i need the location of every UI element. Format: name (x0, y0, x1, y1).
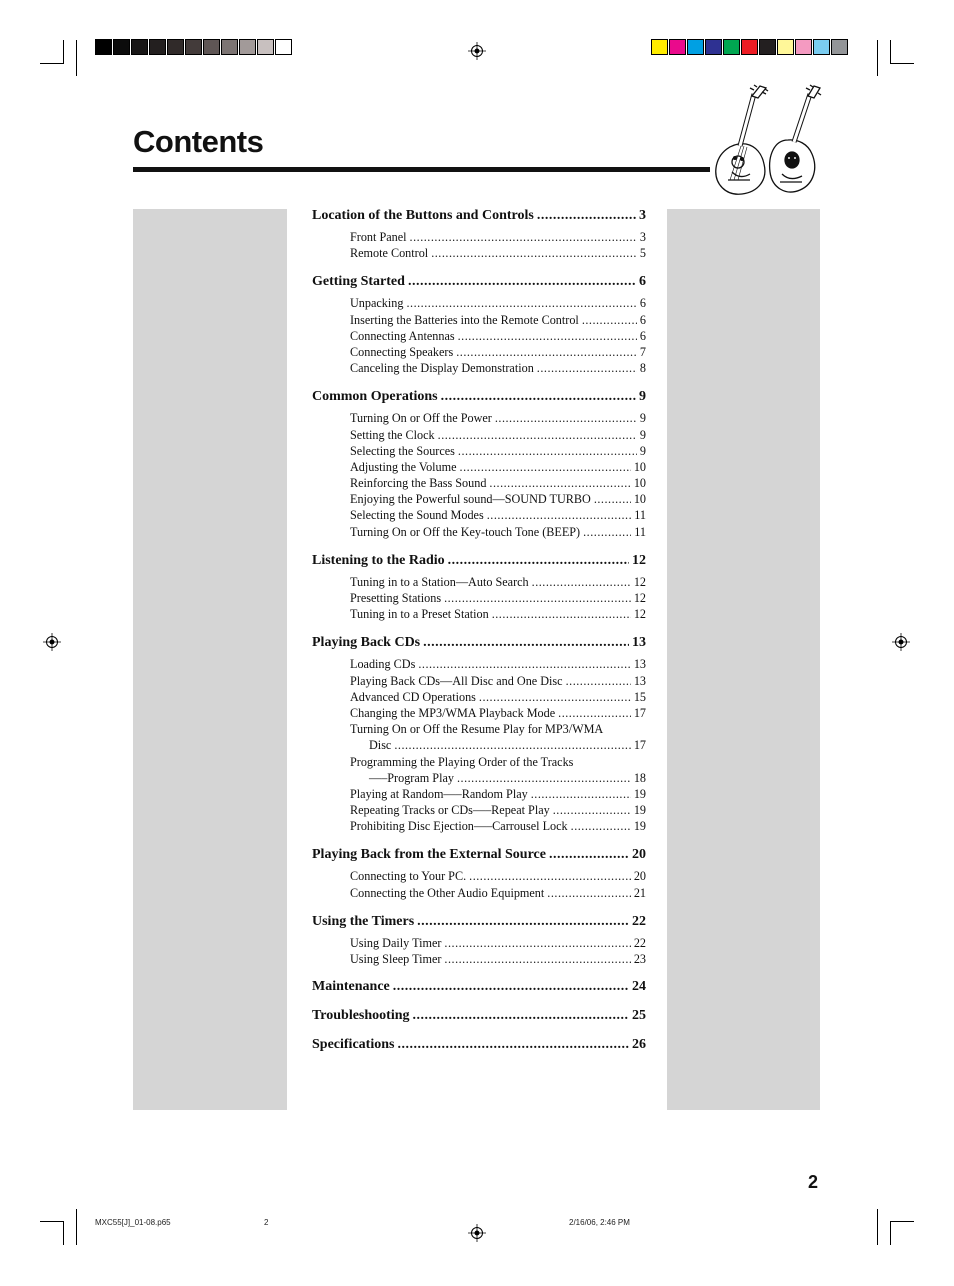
toc-section-title: Listening to the Radio (312, 552, 445, 568)
dot-leader (553, 802, 631, 818)
toc-item-label: Playing Back CDs—All Disc and One Disc (350, 673, 563, 688)
footer-page: 2 (264, 1218, 269, 1227)
toc-item-page: 7 (639, 344, 646, 359)
color-swatch (113, 39, 130, 55)
toc-item-label: Reinforcing the Bass Sound (350, 476, 487, 491)
process-color-bar (651, 39, 849, 55)
toc-subitems (312, 293, 646, 376)
dot-leader (394, 737, 630, 753)
toc-section-page: 3 (639, 208, 646, 223)
toc-item-label: Playing at Random—–Random Play (350, 786, 528, 801)
dot-leader (438, 427, 637, 443)
toc-subitems (312, 408, 646, 540)
toc-section-row[interactable] (312, 550, 646, 572)
toc-item[interactable] (312, 328, 646, 344)
dot-leader (583, 524, 631, 540)
color-swatch (95, 39, 112, 55)
toc-item[interactable] (312, 737, 646, 753)
toc-item-label: Remote Control (350, 246, 429, 261)
crop-mark (40, 1221, 64, 1222)
toc-item-page: 5 (639, 246, 646, 261)
toc-section-row[interactable] (312, 1006, 646, 1025)
toc-item-page: 15 (633, 689, 646, 704)
toc-item-page: 8 (639, 361, 646, 376)
toc-item-label: Setting the Clock (350, 427, 435, 442)
gray-color-bar (95, 39, 293, 55)
toc-item[interactable] (312, 507, 646, 523)
toc-section (312, 632, 646, 834)
toc-item[interactable] (312, 410, 646, 426)
table-of-contents (312, 205, 646, 1064)
dot-leader (582, 312, 637, 328)
toc-item-page: 22 (633, 935, 646, 950)
crop-mark (890, 40, 891, 64)
toc-section-title: Troubleshooting (312, 1008, 410, 1024)
guitars-illustration-icon (710, 84, 822, 198)
toc-item-page: 9 (639, 411, 646, 426)
color-swatch (275, 39, 292, 55)
toc-item-page: 17 (633, 738, 646, 753)
dot-leader (549, 844, 629, 866)
toc-section-row[interactable] (312, 844, 646, 866)
toc-item-page: 12 (633, 607, 646, 622)
color-swatch (131, 39, 148, 55)
toc-subitems (312, 227, 646, 261)
dot-leader (413, 1006, 629, 1025)
toc-section-title: Getting Started (312, 274, 405, 290)
crop-mark (76, 1209, 77, 1245)
toc-item-page: 20 (633, 869, 646, 884)
toc-item-page: 17 (633, 705, 646, 720)
toc-subitems (312, 654, 646, 834)
dot-leader (566, 673, 631, 689)
dot-leader (406, 295, 636, 311)
dot-leader (410, 229, 637, 245)
toc-section-page: 20 (632, 847, 646, 863)
toc-section (312, 205, 646, 261)
toc-item-page: 11 (634, 508, 646, 523)
toc-item-label: Connecting Speakers (350, 344, 454, 359)
toc-section-row[interactable] (312, 911, 646, 933)
color-swatch (185, 39, 202, 55)
toc-section-page: 13 (632, 635, 646, 651)
dot-leader (408, 271, 636, 293)
toc-item[interactable] (312, 475, 646, 491)
toc-item-page: 13 (633, 657, 646, 672)
toc-item-page: 9 (639, 427, 646, 442)
toc-item-label: Using Daily Timer (350, 935, 442, 950)
toc-item-label: Canceling the Display Demonstration (350, 361, 534, 376)
dot-leader (457, 770, 631, 786)
dot-leader (489, 475, 630, 491)
dot-leader (531, 786, 631, 802)
dot-leader (487, 507, 632, 523)
crop-mark (877, 1209, 878, 1245)
color-swatch (203, 39, 220, 55)
toc-item-page: 10 (633, 476, 646, 491)
toc-section-page: 22 (632, 913, 646, 929)
color-swatch (651, 39, 668, 55)
toc-item[interactable] (312, 459, 646, 475)
toc-section (312, 386, 646, 540)
crop-mark (76, 40, 77, 76)
left-gray-panel (133, 209, 287, 1110)
dot-leader (417, 911, 629, 933)
dot-leader (571, 818, 631, 834)
toc-item-label: Turning On or Off the Power (350, 411, 492, 426)
toc-section-row[interactable] (312, 386, 646, 408)
crop-mark (40, 63, 64, 64)
registration-mark-icon (892, 633, 910, 651)
toc-section (312, 550, 646, 623)
toc-section-page: 24 (632, 979, 646, 995)
toc-item[interactable] (312, 689, 646, 705)
toc-item-label: Disc (369, 738, 392, 753)
toc-item-label: Selecting the Sound Modes (350, 508, 484, 523)
toc-item-page: 10 (633, 459, 646, 474)
toc-item-page: 19 (633, 803, 646, 818)
dot-leader (448, 550, 629, 572)
toc-item[interactable] (312, 951, 646, 967)
page-title: Contents (133, 124, 264, 159)
toc-item[interactable] (312, 360, 646, 376)
footer-date: 2/16/06, 2:46 PM (569, 1218, 630, 1227)
toc-section (312, 844, 646, 900)
dot-leader (418, 656, 630, 672)
toc-item[interactable] (312, 312, 646, 328)
dot-leader (444, 590, 631, 606)
toc-section-row[interactable] (312, 1035, 646, 1054)
color-swatch (669, 39, 686, 55)
dot-leader (532, 574, 631, 590)
toc-item-label: Unpacking (350, 296, 404, 311)
toc-item[interactable] (312, 443, 646, 459)
toc-item-page: 3 (639, 230, 646, 244)
crop-mark (890, 63, 914, 64)
dot-leader (458, 328, 637, 344)
toc-item[interactable] (312, 802, 646, 818)
dot-leader (469, 868, 631, 884)
crop-mark (890, 1221, 891, 1245)
toc-item[interactable] (312, 868, 646, 884)
dot-leader (456, 344, 637, 360)
toc-item-label: Changing the MP3/WMA Playback Mode (350, 705, 556, 720)
toc-item-page: 11 (634, 524, 646, 539)
toc-item-page: 10 (633, 492, 646, 507)
page-number: 2 (808, 1172, 819, 1192)
toc-item-page: 9 (639, 443, 646, 458)
toc-item[interactable] (312, 491, 646, 507)
toc-section (312, 271, 646, 376)
crop-mark (63, 1221, 64, 1245)
toc-item-page: 12 (633, 574, 646, 589)
color-swatch (795, 39, 812, 55)
toc-item-label: Presetting Stations (350, 591, 442, 605)
toc-item-label: Advanced CD Operations (350, 689, 476, 704)
toc-item-label: Connecting Antennas (350, 328, 455, 343)
toc-section-page: 26 (632, 1037, 646, 1053)
dot-leader (547, 885, 631, 901)
toc-item[interactable] (312, 229, 646, 245)
toc-item-label: —–Program Play (369, 770, 454, 785)
toc-item-label: Connecting to Your PC. (350, 869, 467, 884)
toc-item[interactable] (312, 524, 646, 540)
toc-item[interactable] (312, 590, 646, 606)
toc-item[interactable] (312, 245, 646, 261)
toc-item-label: Enjoying the Powerful sound—SOUND TURBO (350, 492, 591, 507)
color-swatch (705, 39, 722, 55)
crop-mark (63, 40, 64, 64)
registration-mark-icon (43, 633, 61, 651)
toc-item-label: Repeating Tracks or CDs—–Repeat Play (350, 803, 550, 818)
toc-section-page: 12 (632, 552, 646, 568)
toc-section-page: 25 (632, 1008, 646, 1024)
toc-section-page: 6 (639, 274, 646, 290)
toc-item-label: Front Panel (350, 230, 407, 244)
toc-item-label: Turning On or Off the Key-touch Tone (BEEP) (350, 524, 581, 539)
crop-mark (890, 1221, 914, 1222)
toc-item[interactable] (312, 673, 646, 689)
toc-section-title: Using the Timers (312, 913, 415, 929)
toc-item[interactable] (312, 705, 646, 721)
toc-section-row[interactable] (312, 632, 646, 654)
toc-item-label: Tuning in to a Preset Station (350, 607, 489, 622)
toc-section (312, 911, 646, 967)
footer-file-name: MXC55[J]_01-08.p65 (95, 1218, 171, 1227)
color-swatch (741, 39, 758, 55)
toc-section (312, 977, 646, 996)
dot-leader (537, 205, 636, 227)
color-swatch (831, 39, 848, 55)
dot-leader (397, 1035, 629, 1054)
toc-item-page: 19 (633, 819, 646, 834)
dot-leader (479, 689, 631, 705)
color-swatch (149, 39, 166, 55)
toc-item-page: 6 (639, 328, 646, 343)
registration-mark-icon (468, 42, 486, 60)
toc-item[interactable] (312, 818, 646, 834)
dot-leader (458, 443, 637, 459)
toc-item-label: Using Sleep Timer (350, 952, 442, 966)
toc-section-title: Playing Back from the External Source (312, 847, 546, 863)
dot-leader (423, 632, 629, 654)
dot-leader (441, 386, 636, 408)
toc-item-line: Turning On or Off the Resume Play for MP3/WMA (350, 722, 604, 737)
toc-section-title: Common Operations (312, 389, 438, 405)
toc-item-label: Prohibiting Disc Ejection—–Carrousel Lock (350, 819, 568, 834)
color-swatch (687, 39, 704, 55)
toc-item[interactable] (312, 344, 646, 360)
toc-item-page: 12 (633, 591, 646, 605)
dot-leader (492, 606, 631, 622)
toc-subitems (312, 572, 646, 623)
toc-section-row[interactable] (312, 271, 646, 293)
color-swatch (759, 39, 776, 55)
dot-leader (393, 977, 629, 996)
toc-item-label: Loading CDs (350, 657, 416, 672)
toc-section-row[interactable] (312, 205, 646, 227)
dot-leader (495, 410, 637, 426)
color-swatch (777, 39, 794, 55)
toc-item-label: Connecting the Other Audio Equipment (350, 885, 545, 900)
toc-item[interactable] (312, 786, 646, 802)
toc-section (312, 1006, 646, 1025)
toc-item[interactable] (312, 427, 646, 443)
color-swatch (813, 39, 830, 55)
toc-section-title: Maintenance (312, 979, 390, 995)
color-swatch (221, 39, 238, 55)
toc-item-page: 21 (633, 885, 646, 900)
color-swatch (239, 39, 256, 55)
toc-item-page: 6 (639, 296, 646, 311)
toc-item-page: 13 (633, 673, 646, 688)
dot-leader (444, 935, 630, 951)
color-swatch (257, 39, 274, 55)
toc-item-page: 18 (633, 770, 646, 785)
dot-leader (594, 491, 631, 507)
toc-item-label: Selecting the Sources (350, 443, 455, 458)
toc-section-row[interactable] (312, 977, 646, 996)
dot-leader (537, 360, 637, 376)
toc-section-title: Playing Back CDs (312, 635, 421, 651)
toc-item-line: Programming the Playing Order of the Tracks (350, 754, 574, 769)
toc-subitems (312, 866, 646, 900)
dot-leader (460, 459, 631, 475)
right-gray-panel (667, 209, 820, 1110)
registration-mark-icon (468, 1224, 486, 1242)
toc-item-label: Tuning in to a Station—Auto Search (350, 574, 529, 589)
toc-item-page: 23 (633, 952, 646, 966)
toc-section-title: Location of the Buttons and Controls (312, 208, 534, 223)
toc-subitems (312, 933, 646, 967)
toc-item[interactable] (312, 656, 646, 672)
toc-item-page: 19 (633, 786, 646, 801)
crop-mark (877, 40, 878, 76)
toc-item[interactable] (312, 295, 646, 311)
toc-item-label: Inserting the Batteries into the Remote Control (350, 312, 579, 327)
color-swatch (167, 39, 184, 55)
toc-item[interactable] (312, 574, 646, 590)
color-swatch (723, 39, 740, 55)
toc-item[interactable] (312, 770, 646, 786)
dot-leader (558, 705, 631, 721)
toc-item[interactable] (312, 606, 646, 622)
toc-item[interactable] (312, 885, 646, 901)
toc-section (312, 1035, 646, 1054)
toc-item-label: Adjusting the Volume (350, 459, 457, 474)
dot-leader (431, 245, 637, 261)
toc-section-title: Specifications (312, 1037, 395, 1053)
dot-leader (444, 951, 630, 967)
toc-item-page: 6 (639, 312, 646, 327)
toc-section-page: 9 (639, 389, 646, 405)
title-rule (133, 167, 710, 172)
toc-item[interactable] (312, 935, 646, 951)
